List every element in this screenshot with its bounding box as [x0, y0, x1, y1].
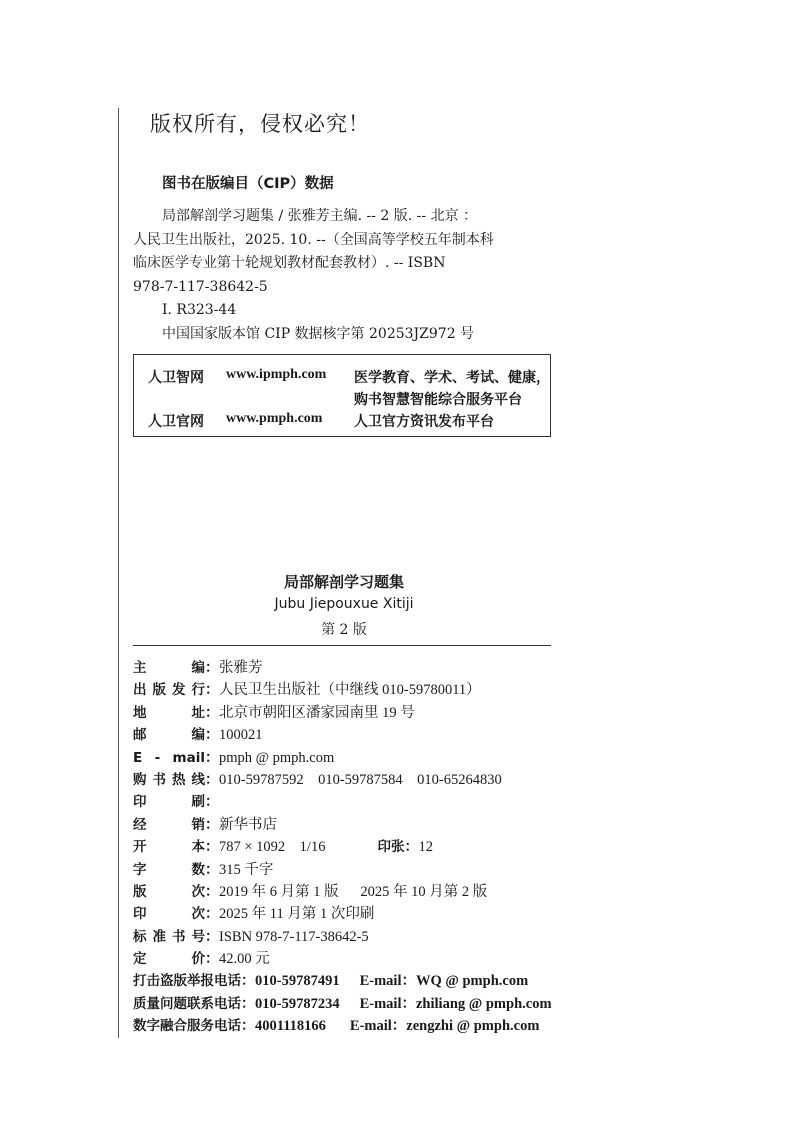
cip-line: 局部解剖学习题集 / 张雅芳主编. -- 2 版. -- 北京 ： [162, 208, 478, 224]
platform-name: 人卫官网 [148, 414, 204, 430]
colophon-label: 印刷 [133, 794, 205, 811]
colophon-label: 数字融合服务电话 [133, 1018, 241, 1035]
colophon-label: E - mail [133, 749, 205, 766]
colophon-value: 100021 [219, 727, 263, 744]
colophon-row: 字数：315 千字 [133, 859, 552, 881]
cip-line: 临床医学专业第十轮规划教材配套教材）. -- ISBN [133, 255, 446, 271]
colophon-row: 经销：新华书店 [133, 814, 552, 836]
colophon-row: 地址：北京市朝阳区潘家园南里 19 号 [133, 702, 552, 724]
colophon-value: pmph @ pmph.com [219, 749, 335, 766]
colophon-label: 质量问题联系电话 [133, 995, 241, 1012]
copyright-notice: 版权所有，侵权必究！ [150, 112, 370, 136]
colophon-label: 地址 [133, 704, 205, 721]
colophon-value: 2025 年 11 月第 1 次印刷 [219, 906, 375, 923]
cip-block [133, 205, 494, 346]
colophon [133, 657, 552, 1038]
colophon-value: 010-59787592 010-59787584 010-65264830 [219, 771, 502, 788]
cip-line: 人民卫生出版社，2025. 10. --（全国高等学校五年制本科 [133, 231, 494, 248]
colophon-row: 数字融合服务电话：4001118166 E-mail：zengzhi @ pmph.com [133, 1018, 540, 1035]
colophon-label: 邮编 [133, 727, 205, 744]
colophon-value: 787 × 1092 1/16 [219, 839, 326, 856]
colophon-label: 主编 [133, 660, 205, 676]
colophon-value: 张雅芳 [219, 660, 263, 676]
colophon-label: 经销 [133, 816, 205, 833]
colophon-value: E-mail：WQ @ pmph.com [359, 973, 529, 990]
platform-desc: 购书智慧智能综合服务平台 [354, 392, 522, 408]
colophon-row: 标准书号：ISBN 978-7-117-38642-5 [133, 926, 552, 948]
colophon-label: 开本 [133, 839, 205, 856]
colophon-value: 4001118166 [255, 1018, 326, 1035]
colophon-row: 邮编：100021 [133, 724, 552, 746]
cip-line: Ⅰ. R323-44 [162, 302, 237, 318]
colophon-value: E-mail：zhiliang @ pmph.com [359, 995, 552, 1012]
colophon-row: 购书热线：010-59787592 010-59787584 010-65264830 [133, 769, 552, 791]
colophon-label: 购书热线 [133, 771, 205, 788]
colophon-label: 印张 [377, 839, 405, 856]
colophon-label: 版次 [133, 883, 205, 900]
colophon-row: 出版发行：人民卫生出版社（中继线 010-59780011） [133, 679, 552, 701]
colophon-row: E - mail：pmph @ pmph.com [133, 747, 552, 769]
cip-title: 图书在版编目（CIP）数据 [162, 176, 334, 192]
colophon-value: 2019 年 6 月第 1 版 2025 年 10 月第 2 版 [219, 883, 488, 900]
colophon-label: 标准书号 [133, 928, 205, 945]
colophon-row: 打击盗版举报电话：010-59787491 E-mail：WQ @ pmph.com [133, 973, 529, 990]
colophon-row: 质量问题联系电话：010-59787234 E-mail：zhiliang @ pmph.com [133, 995, 552, 1012]
colophon-value: 010-59787491 [255, 973, 340, 990]
colophon-row: 印次：2025 年 11 月第 1 次印刷 [133, 903, 552, 925]
colophon-value: 010-59787234 [255, 995, 340, 1012]
cip-line: 中国国家版本馆 CIP 数据核字第 20253JZ972 号 [162, 325, 475, 342]
platform-desc: 人卫官方资讯发布平台 [354, 414, 494, 430]
platform-url[interactable]: www.ipmph.com [226, 367, 327, 382]
colophon-label: 出版发行 [133, 682, 205, 699]
colophon-value: E-mail：zengzhi @ pmph.com [349, 1018, 540, 1035]
colophon-value: 新华书店 [219, 816, 277, 833]
divider [133, 645, 551, 646]
colophon-value: 北京市朝阳区潘家园南里 19 号 [219, 704, 415, 721]
colophon-value: 12 [418, 839, 433, 856]
colophon-row: 版次：2019 年 6 月第 1 版 2025 年 10 月第 2 版 [133, 881, 552, 903]
book-pinyin: Jubu Jiepouxue Xitiji [274, 596, 414, 612]
platform-url[interactable]: www.pmph.com [226, 411, 323, 426]
colophon-value: 人民卫生出版社（中继线 010-59780011） [219, 682, 481, 699]
platform-desc: 医学教育、学术、考试、健康， [354, 370, 550, 386]
platform-box [133, 354, 551, 437]
colophon-label: 定价 [133, 951, 205, 968]
colophon-value: 42.00 元 [219, 951, 270, 968]
platform-name: 人卫智网 [148, 370, 204, 386]
colophon-row: 定价：42.00 元 [133, 948, 552, 970]
colophon-label: 字数 [133, 861, 205, 878]
book-edition: 第 2 版 [321, 622, 367, 638]
book-title: 局部解剖学习题集 [283, 573, 404, 591]
colophon-row: 印刷： [133, 791, 552, 813]
cip-line: 978-7-117-38642-5 [133, 278, 268, 295]
colophon-label: 打击盗版举报电话 [133, 973, 241, 990]
colophon-row: 主编：张雅芳 [133, 657, 552, 679]
colophon-value: 315 千字 [219, 861, 274, 878]
colophon-value: ISBN 978-7-117-38642-5 [219, 928, 369, 945]
colophon-row: 开本：787 × 1092 1/16 印张：12 [133, 836, 552, 858]
colophon-label: 印次 [133, 906, 205, 923]
